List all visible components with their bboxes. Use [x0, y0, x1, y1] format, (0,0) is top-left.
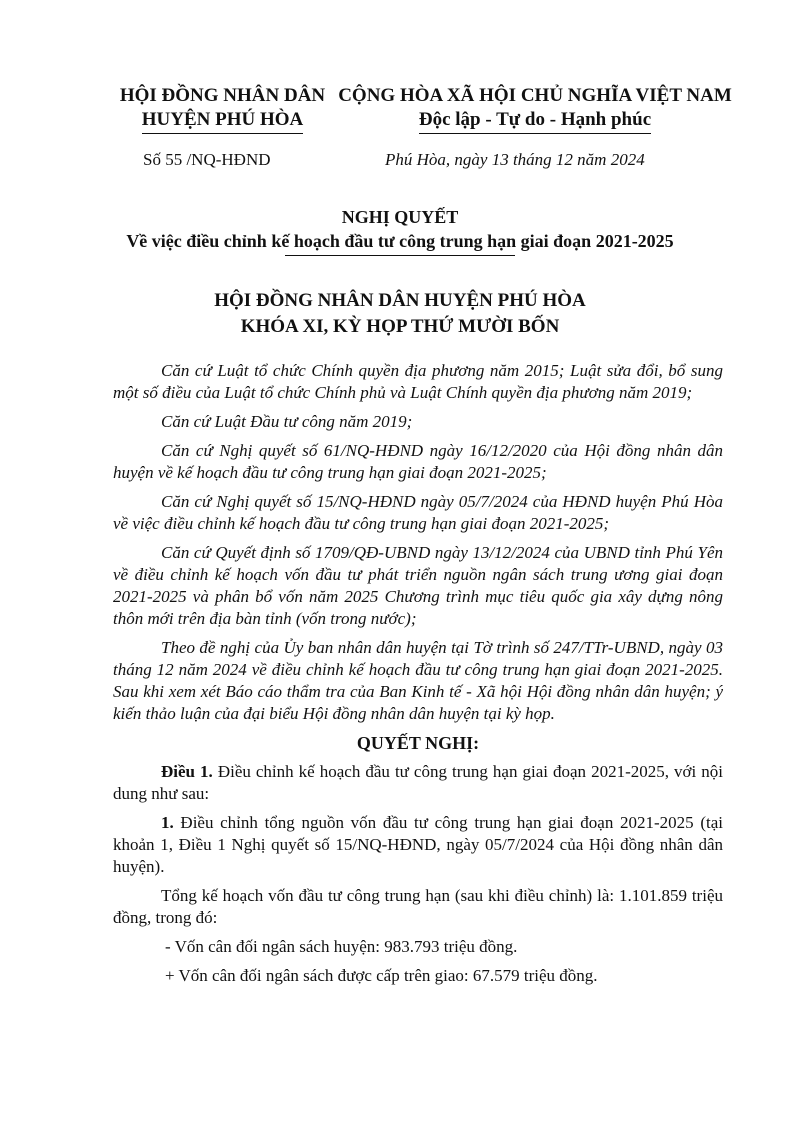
article-1-label: Điều 1.	[161, 762, 213, 781]
resolve-heading: QUYẾT NGHỊ:	[356, 733, 480, 753]
preamble-paragraph: Căn cứ Quyết định số 1709/QĐ-UBND ngày 13/12/2024 của UBND tỉnh Phú Yên về điều chỉnh kế hoạch vốn đầu tư phát triển nguồn ngân sách trung ương giai đoạn 2021-2025 và phân bổ vốn năm 2025 Chương trình mục tiêu quốc gia xây dựng nông thôn mới trên địa bàn tỉnh (vốn trong nước);	[113, 543, 723, 628]
document-number: Số 55 /NQ-HĐND	[143, 150, 271, 169]
authority-line-1: HỘI ĐỒNG NHÂN DÂN	[119, 85, 326, 106]
item-1-text: Điều chỉnh tổng nguồn vốn đầu tư công trung hạn giai đoạn 2021-2025 (tại khoản 1, Điều 1 Nghị quyết số 15/NQ-HĐND, ngày 05/7/2024 của Hội đồng nhân dân huyện).	[113, 813, 723, 876]
council-heading	[70, 288, 730, 340]
national-motto: Độc lập - Tự do - Hạnh phúc	[419, 108, 651, 134]
authority-line-2: HUYỆN PHÚ HÒA	[142, 108, 304, 134]
item-1-label: 1.	[161, 813, 174, 832]
title-divider	[285, 255, 515, 256]
title-type: NGHỊ QUYẾT	[341, 207, 459, 227]
national-header	[330, 84, 740, 134]
council-session: KHÓA XI, KỲ HỌP THỨ MƯỜI BỐN	[240, 316, 560, 337]
preamble-paragraph: Căn cứ Luật tổ chức Chính quyền địa phương năm 2015; Luật sửa đổi, bổ sung một số điều của Luật tổ chức Chính phủ và Luật Chính quyền địa phương năm 2019;	[113, 361, 723, 402]
document-title	[70, 205, 730, 256]
total-line: Tổng kế hoạch vốn đầu tư công trung hạn (sau khi điều chỉnh) là: 1.101.859 triệu đồng, trong đó:	[113, 886, 723, 927]
bullet-district-budget: - Vốn cân đối ngân sách huyện: 983.793 triệu đồng.	[165, 937, 518, 956]
document-body	[113, 360, 723, 994]
issuing-authority	[110, 84, 335, 134]
preamble-paragraph: Căn cứ Luật Đầu tư công năm 2019;	[161, 412, 413, 431]
national-title: CỘNG HÒA XÃ HỘI CHỦ NGHĨA VIỆT NAM	[338, 85, 732, 106]
council-name: HỘI ĐỒNG NHÂN DÂN HUYỆN PHÚ HÒA	[214, 290, 586, 311]
item-1	[113, 812, 723, 878]
preamble-paragraph: Căn cứ Nghị quyết số 15/NQ-HĐND ngày 05/7/2024 của HĐND huyện Phú Hòa về việc điều chỉnh kế hoạch đầu tư công trung hạn giai đoạn 2021-2025;	[113, 492, 723, 533]
bullet-higher-level-budget: + Vốn cân đối ngân sách được cấp trên giao: 67.579 triệu đồng.	[165, 966, 598, 985]
article-1-text: Điều chỉnh kế hoạch đầu tư công trung hạn giai đoạn 2021-2025, với nội dung như sau:	[113, 762, 723, 803]
preamble-paragraph: Căn cứ Nghị quyết số 61/NQ-HĐND ngày 16/12/2020 của Hội đồng nhân dân huyện về kế hoạch đầu tư công trung hạn giai đoạn 2021-2025;	[113, 441, 723, 482]
preamble-paragraph: Theo đề nghị của Ủy ban nhân dân huyện tại Tờ trình số 247/TTr-UBND, ngày 03 tháng 12 năm 2024 về điều chỉnh kế hoạch đầu tư công trung hạn giai đoạn 2021-2025. Sau khi xem xét Báo cáo thẩm tra của Ban Kinh tế - Xã hội Hội đồng nhân dân huyện; ý kiến thảo luận của đại biểu Hội đồng nhân dân huyện tại kỳ họp.	[113, 638, 723, 723]
place-and-date: Phú Hòa, ngày 13 tháng 12 năm 2024	[385, 150, 645, 169]
article-1	[113, 761, 723, 805]
title-subject: Về việc điều chỉnh kế hoạch đầu tư công trung hạn giai đoạn 2021-2025	[126, 231, 674, 251]
